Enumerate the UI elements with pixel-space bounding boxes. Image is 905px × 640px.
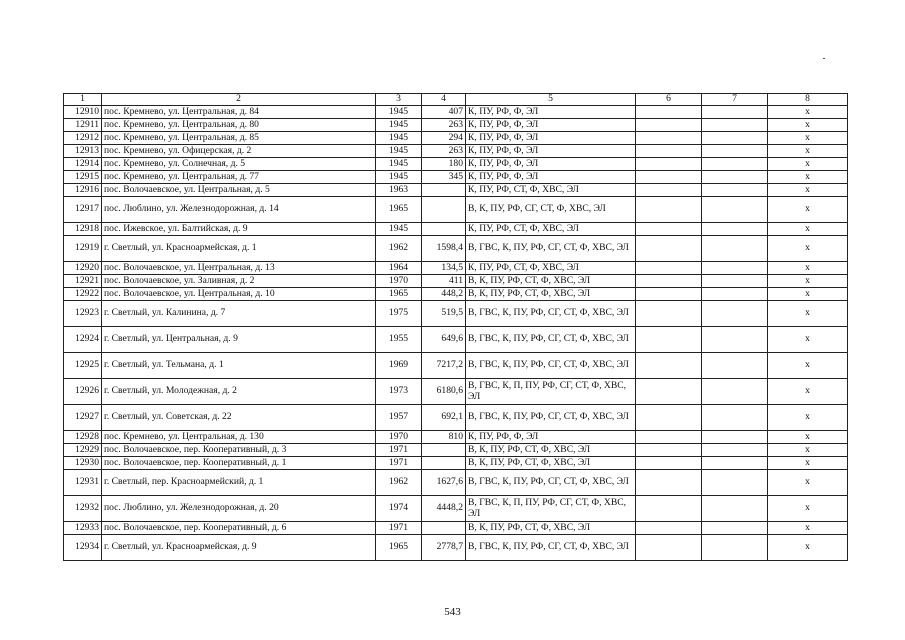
cell-address: пос. Волочаевское, ул. Центральная, д. 13 xyxy=(102,262,376,275)
cell-address: пос. Ижевское, ул. Балтийская, д. 9 xyxy=(102,223,376,236)
cell-col-6 xyxy=(636,145,702,158)
cell-area: 407 xyxy=(422,106,466,119)
cell-area: 7217,2 xyxy=(422,353,466,379)
cell-systems: К, ПУ, РФ, Ф, ЭЛ xyxy=(466,132,636,145)
cell-systems: К, ПУ, РФ, Ф, ЭЛ xyxy=(466,431,636,444)
cell-col-7 xyxy=(702,431,768,444)
cell-col-7 xyxy=(702,327,768,353)
cell-address: г. Светлый, ул. Красноармейская, д. 1 xyxy=(102,236,376,262)
column-header: 7 xyxy=(702,94,768,106)
cell-col-7 xyxy=(702,236,768,262)
cell-systems: В, К, ПУ, РФ, СТ, Ф, ХВС, ЭЛ xyxy=(466,288,636,301)
cell-area xyxy=(422,197,466,223)
cell-record-id: 12925 xyxy=(64,353,102,379)
table-row xyxy=(64,197,848,223)
cell-col-6 xyxy=(636,275,702,288)
column-header: 6 xyxy=(636,94,702,106)
cell-col-6 xyxy=(636,158,702,171)
cell-area: 294 xyxy=(422,132,466,145)
cell-col-7 xyxy=(702,132,768,145)
cell-record-id: 12910 xyxy=(64,106,102,119)
cell-mark: х xyxy=(768,522,848,535)
cell-address: пос. Волочаевское, ул. Заливная, д. 2 xyxy=(102,275,376,288)
table-row xyxy=(64,184,848,197)
cell-address: пос. Волочаевское, ул. Центральная, д. 10 xyxy=(102,288,376,301)
cell-record-id: 12932 xyxy=(64,496,102,522)
cell-year: 1945 xyxy=(376,145,422,158)
cell-area: 411 xyxy=(422,275,466,288)
cell-address: г. Светлый, ул. Советская, д. 22 xyxy=(102,405,376,431)
cell-area: 1627,6 xyxy=(422,470,466,496)
cell-col-7 xyxy=(702,262,768,275)
table-row xyxy=(64,301,848,327)
cell-col-6 xyxy=(636,223,702,236)
cell-systems: В, ГВС, К, ПУ, РФ, СГ, СТ, Ф, ХВС, ЭЛ xyxy=(466,353,636,379)
cell-systems: К, ПУ, РФ, СТ, Ф, ХВС, ЭЛ xyxy=(466,184,636,197)
cell-col-6 xyxy=(636,535,702,561)
cell-area xyxy=(422,457,466,470)
cell-systems: В, К, ПУ, РФ, СТ, Ф, ХВС, ЭЛ xyxy=(466,457,636,470)
cell-col-7 xyxy=(702,288,768,301)
cell-mark: х xyxy=(768,158,848,171)
cell-area: 2778,7 xyxy=(422,535,466,561)
cell-mark: х xyxy=(768,106,848,119)
cell-area: 692,1 xyxy=(422,405,466,431)
cell-systems: В, К, ПУ, РФ, СГ, СТ, Ф, ХВС, ЭЛ xyxy=(466,197,636,223)
cell-record-id: 12913 xyxy=(64,145,102,158)
cell-record-id: 12912 xyxy=(64,132,102,145)
cell-address: пос. Волочаевское, ул. Центральная, д. 5 xyxy=(102,184,376,197)
cell-year: 1945 xyxy=(376,132,422,145)
cell-area: 6180,6 xyxy=(422,379,466,405)
cell-col-7 xyxy=(702,197,768,223)
cell-address: пос. Волочаевское, пер. Кооперативный, д. 1 xyxy=(102,457,376,470)
cell-address: пос. Кремнево, ул. Центральная, д. 85 xyxy=(102,132,376,145)
cell-col-7 xyxy=(702,405,768,431)
table-row xyxy=(64,145,848,158)
cell-record-id: 12920 xyxy=(64,262,102,275)
cell-col-6 xyxy=(636,262,702,275)
cell-col-6 xyxy=(636,288,702,301)
table-row xyxy=(64,262,848,275)
cell-record-id: 12931 xyxy=(64,470,102,496)
cell-year: 1965 xyxy=(376,535,422,561)
cell-record-id: 12917 xyxy=(64,197,102,223)
cell-col-6 xyxy=(636,106,702,119)
cell-address: г. Светлый, ул. Тельмана, д. 1 xyxy=(102,353,376,379)
table-row xyxy=(64,236,848,262)
cell-year: 1957 xyxy=(376,405,422,431)
cell-year: 1971 xyxy=(376,457,422,470)
cell-systems: В, ГВС, К, ПУ, РФ, СГ, СТ, Ф, ХВС, ЭЛ xyxy=(466,301,636,327)
cell-col-6 xyxy=(636,470,702,496)
cell-year: 1964 xyxy=(376,262,422,275)
cell-area: 649,6 xyxy=(422,327,466,353)
cell-col-7 xyxy=(702,119,768,132)
table-row xyxy=(64,171,848,184)
cell-systems: К, ПУ, РФ, Ф, ЭЛ xyxy=(466,171,636,184)
column-header: 1 xyxy=(64,94,102,106)
cell-area xyxy=(422,444,466,457)
cell-systems: К, ПУ, РФ, СТ, Ф, ХВС, ЭЛ xyxy=(466,262,636,275)
cell-mark: х xyxy=(768,353,848,379)
cell-systems: В, К, ПУ, РФ, СТ, Ф, ХВС, ЭЛ xyxy=(466,275,636,288)
cell-record-id: 12934 xyxy=(64,535,102,561)
table-row xyxy=(64,288,848,301)
cell-record-id: 12927 xyxy=(64,405,102,431)
cell-col-6 xyxy=(636,496,702,522)
cell-systems: В, ГВС, К, П, ПУ, РФ, СГ, СТ, Ф, ХВС, ЭЛ xyxy=(466,379,636,405)
cell-address: г. Светлый, пер. Красноармейский, д. 1 xyxy=(102,470,376,496)
table-row xyxy=(64,119,848,132)
cell-address: г. Светлый, ул. Центральная, д. 9 xyxy=(102,327,376,353)
cell-col-6 xyxy=(636,301,702,327)
cell-year: 1962 xyxy=(376,470,422,496)
cell-systems: В, К, ПУ, РФ, СТ, Ф, ХВС, ЭЛ xyxy=(466,522,636,535)
cell-area: 345 xyxy=(422,171,466,184)
cell-record-id: 12914 xyxy=(64,158,102,171)
cell-col-7 xyxy=(702,301,768,327)
cell-col-7 xyxy=(702,379,768,405)
cell-record-id: 12921 xyxy=(64,275,102,288)
cell-year: 1945 xyxy=(376,119,422,132)
cell-col-6 xyxy=(636,119,702,132)
table-row xyxy=(64,496,848,522)
cell-mark: х xyxy=(768,301,848,327)
table-row xyxy=(64,470,848,496)
cell-mark: х xyxy=(768,236,848,262)
cell-year: 1970 xyxy=(376,431,422,444)
cell-col-6 xyxy=(636,184,702,197)
cell-col-7 xyxy=(702,106,768,119)
cell-area: 448,2 xyxy=(422,288,466,301)
cell-year: 1945 xyxy=(376,171,422,184)
cell-area: 1598,4 xyxy=(422,236,466,262)
cell-systems: В, ГВС, К, ПУ, РФ, СГ, СТ, Ф, ХВС, ЭЛ xyxy=(466,327,636,353)
cell-col-7 xyxy=(702,444,768,457)
cell-mark: х xyxy=(768,223,848,236)
table-row xyxy=(64,106,848,119)
cell-record-id: 12928 xyxy=(64,431,102,444)
cell-year: 1945 xyxy=(376,106,422,119)
table-row xyxy=(64,405,848,431)
cell-record-id: 12918 xyxy=(64,223,102,236)
cell-address: пос. Волочаевское, пер. Кооперативный, д. 3 xyxy=(102,444,376,457)
cell-address: г. Светлый, ул. Красноармейская, д. 9 xyxy=(102,535,376,561)
cell-col-7 xyxy=(702,353,768,379)
cell-address: пос. Люблино, ул. Железнодорожная, д. 14 xyxy=(102,197,376,223)
cell-record-id: 12926 xyxy=(64,379,102,405)
cell-address: пос. Кремнево, ул. Центральная, д. 84 xyxy=(102,106,376,119)
cell-area xyxy=(422,184,466,197)
cell-col-7 xyxy=(702,171,768,184)
cell-area: 810 xyxy=(422,431,466,444)
cell-area xyxy=(422,522,466,535)
cell-record-id: 12933 xyxy=(64,522,102,535)
table-row xyxy=(64,353,848,379)
cell-address: пос. Волочаевское, пер. Кооперативный, д. 6 xyxy=(102,522,376,535)
cell-year: 1962 xyxy=(376,236,422,262)
cell-year: 1970 xyxy=(376,275,422,288)
cell-col-6 xyxy=(636,327,702,353)
cell-area: 519,5 xyxy=(422,301,466,327)
cell-col-7 xyxy=(702,496,768,522)
cell-col-7 xyxy=(702,158,768,171)
column-header: 3 xyxy=(376,94,422,106)
page-number: 543 xyxy=(444,606,461,618)
cell-systems: К, ПУ, РФ, Ф, ЭЛ xyxy=(466,119,636,132)
cell-mark: х xyxy=(768,379,848,405)
cell-col-6 xyxy=(636,379,702,405)
column-header: 2 xyxy=(102,94,376,106)
cell-systems: К, ПУ, РФ, Ф, ЭЛ xyxy=(466,145,636,158)
cell-systems: К, ПУ, РФ, Ф, ЭЛ xyxy=(466,158,636,171)
cell-col-7 xyxy=(702,184,768,197)
cell-record-id: 12924 xyxy=(64,327,102,353)
cell-col-6 xyxy=(636,132,702,145)
cell-col-6 xyxy=(636,353,702,379)
cell-col-6 xyxy=(636,431,702,444)
table-row xyxy=(64,457,848,470)
cell-mark: х xyxy=(768,431,848,444)
cell-systems: В, ГВС, К, ПУ, РФ, СГ, СТ, Ф, ХВС, ЭЛ xyxy=(466,236,636,262)
cell-mark: х xyxy=(768,171,848,184)
cell-year: 1969 xyxy=(376,353,422,379)
cell-systems: В, ГВС, К, ПУ, РФ, СГ, СТ, Ф, ХВС, ЭЛ xyxy=(466,405,636,431)
cell-year: 1955 xyxy=(376,327,422,353)
cell-year: 1965 xyxy=(376,197,422,223)
cell-col-7 xyxy=(702,535,768,561)
column-header: 8 xyxy=(768,94,848,106)
cell-col-7 xyxy=(702,457,768,470)
cell-record-id: 12915 xyxy=(64,171,102,184)
table-row xyxy=(64,431,848,444)
cell-year: 1973 xyxy=(376,379,422,405)
cell-systems: В, ГВС, К, ПУ, РФ, СГ, СТ, Ф, ХВС, ЭЛ xyxy=(466,470,636,496)
cell-systems: В, К, ПУ, РФ, СТ, Ф, ХВС, ЭЛ xyxy=(466,444,636,457)
scan-speck xyxy=(823,58,825,59)
housing-register-table xyxy=(63,93,848,561)
cell-col-6 xyxy=(636,522,702,535)
column-header: 5 xyxy=(466,94,636,106)
cell-mark: х xyxy=(768,535,848,561)
column-header: 4 xyxy=(422,94,466,106)
cell-mark: х xyxy=(768,457,848,470)
cell-area: 134,5 xyxy=(422,262,466,275)
cell-col-7 xyxy=(702,470,768,496)
table-row xyxy=(64,444,848,457)
table-row xyxy=(64,522,848,535)
cell-area: 180 xyxy=(422,158,466,171)
cell-area xyxy=(422,223,466,236)
table-row xyxy=(64,223,848,236)
cell-record-id: 12922 xyxy=(64,288,102,301)
cell-mark: х xyxy=(768,132,848,145)
table-row xyxy=(64,379,848,405)
cell-mark: х xyxy=(768,444,848,457)
table-body xyxy=(64,94,848,561)
cell-address: г. Светлый, ул. Калинина, д. 7 xyxy=(102,301,376,327)
cell-col-7 xyxy=(702,522,768,535)
cell-systems: В, ГВС, К, ПУ, РФ, СГ, СТ, Ф, ХВС, ЭЛ xyxy=(466,535,636,561)
cell-record-id: 12919 xyxy=(64,236,102,262)
cell-address: г. Светлый, ул. Молодежная, д. 2 xyxy=(102,379,376,405)
cell-area: 263 xyxy=(422,145,466,158)
cell-address: пос. Люблино, ул. Железнодорожная, д. 20 xyxy=(102,496,376,522)
table-row xyxy=(64,327,848,353)
cell-mark: х xyxy=(768,119,848,132)
cell-mark: х xyxy=(768,262,848,275)
cell-mark: х xyxy=(768,288,848,301)
cell-mark: х xyxy=(768,275,848,288)
cell-mark: х xyxy=(768,405,848,431)
cell-systems: К, ПУ, РФ, Ф, ЭЛ xyxy=(466,106,636,119)
cell-mark: х xyxy=(768,145,848,158)
cell-year: 1974 xyxy=(376,496,422,522)
cell-col-6 xyxy=(636,171,702,184)
cell-record-id: 12916 xyxy=(64,184,102,197)
table-row xyxy=(64,132,848,145)
cell-record-id: 12929 xyxy=(64,444,102,457)
cell-address: пос. Кремнево, ул. Центральная, д. 80 xyxy=(102,119,376,132)
cell-year: 1971 xyxy=(376,522,422,535)
cell-year: 1945 xyxy=(376,223,422,236)
table-row xyxy=(64,535,848,561)
cell-year: 1965 xyxy=(376,288,422,301)
cell-address: пос. Кремнево, ул. Офицерская, д. 2 xyxy=(102,145,376,158)
cell-mark: х xyxy=(768,184,848,197)
cell-mark: х xyxy=(768,327,848,353)
cell-area: 4448,2 xyxy=(422,496,466,522)
cell-col-6 xyxy=(636,457,702,470)
cell-systems: К, ПУ, РФ, СТ, Ф, ХВС, ЭЛ xyxy=(466,223,636,236)
cell-year: 1945 xyxy=(376,158,422,171)
cell-col-6 xyxy=(636,444,702,457)
cell-area: 263 xyxy=(422,119,466,132)
cell-col-6 xyxy=(636,405,702,431)
cell-record-id: 12923 xyxy=(64,301,102,327)
cell-col-6 xyxy=(636,197,702,223)
cell-mark: х xyxy=(768,496,848,522)
cell-col-7 xyxy=(702,275,768,288)
cell-year: 1975 xyxy=(376,301,422,327)
cell-col-6 xyxy=(636,236,702,262)
cell-systems: В, ГВС, К, П, ПУ, РФ, СГ, СТ, Ф, ХВС, ЭЛ xyxy=(466,496,636,522)
cell-mark: х xyxy=(768,197,848,223)
cell-mark: х xyxy=(768,470,848,496)
cell-year: 1963 xyxy=(376,184,422,197)
cell-address: пос. Кремнево, ул. Центральная, д. 130 xyxy=(102,431,376,444)
table-row xyxy=(64,275,848,288)
cell-year: 1971 xyxy=(376,444,422,457)
cell-record-id: 12930 xyxy=(64,457,102,470)
cell-address: пос. Кремнево, ул. Солнечная, д. 5 xyxy=(102,158,376,171)
cell-address: пос. Кремнево, ул. Центральная, д. 77 xyxy=(102,171,376,184)
cell-record-id: 12911 xyxy=(64,119,102,132)
cell-col-7 xyxy=(702,145,768,158)
column-number-row xyxy=(64,94,848,106)
table-row xyxy=(64,158,848,171)
cell-col-7 xyxy=(702,223,768,236)
